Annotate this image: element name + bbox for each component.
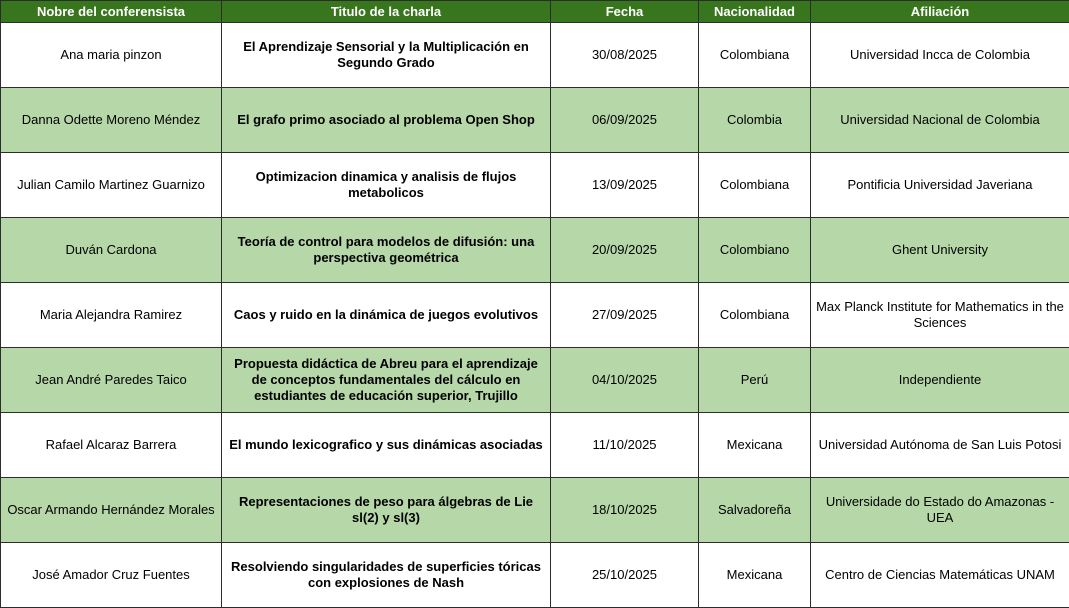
cell-nationality[interactable]: Colombiano [699,218,811,283]
cell-talk-title[interactable]: Caos y ruido en la dinámica de juegos evolutivos [222,283,551,348]
cell-speaker[interactable]: Rafael Alcaraz Barrera [1,413,222,478]
cell-talk-title[interactable]: Propuesta didáctica de Abreu para el aprendizaje de conceptos fundamentales del cálculo en estudiantes de educación superior, Trujillo [222,348,551,413]
cell-date[interactable]: 18/10/2025 [551,478,699,543]
cell-speaker[interactable]: Duván Cardona [1,218,222,283]
cell-affiliation[interactable]: Universidad Incca de Colombia [811,23,1069,88]
cell-date[interactable]: 11/10/2025 [551,413,699,478]
cell-talk-title[interactable]: El mundo lexicografico y sus dinámicas asociadas [222,413,551,478]
cell-affiliation[interactable]: Ghent University [811,218,1069,283]
table-row [1,88,1069,153]
cell-affiliation[interactable]: Independiente [811,348,1069,413]
cell-speaker[interactable]: Danna Odette Moreno Méndez [1,88,222,153]
cell-talk-title[interactable]: Teoría de control para modelos de difusión: una perspectiva geométrica [222,218,551,283]
cell-affiliation[interactable]: Universidade do Estado do Amazonas - UEA [811,478,1069,543]
cell-affiliation[interactable]: Max Planck Institute for Mathematics in the Sciences [811,283,1069,348]
cell-date[interactable]: 25/10/2025 [551,543,699,608]
table-row [1,23,1069,88]
header-date[interactable]: Fecha [551,1,699,23]
table-row [1,478,1069,543]
cell-speaker[interactable]: Maria Alejandra Ramirez [1,283,222,348]
cell-nationality[interactable]: Salvadoreña [699,478,811,543]
table-row [1,543,1069,608]
cell-date[interactable]: 06/09/2025 [551,88,699,153]
cell-date[interactable]: 13/09/2025 [551,153,699,218]
header-nationality[interactable]: Nacionalidad [699,1,811,23]
cell-nationality[interactable]: Colombiana [699,283,811,348]
cell-nationality[interactable]: Colombiana [699,153,811,218]
header-speaker[interactable]: Nobre del conferensista [1,1,222,23]
cell-affiliation[interactable]: Universidad Nacional de Colombia [811,88,1069,153]
cell-speaker[interactable]: Oscar Armando Hernández Morales [1,478,222,543]
cell-date[interactable]: 04/10/2025 [551,348,699,413]
cell-speaker[interactable]: José Amador Cruz Fuentes [1,543,222,608]
header-affiliation[interactable]: Afiliación [811,1,1069,23]
header-row [1,1,1069,23]
cell-talk-title[interactable]: El grafo primo asociado al problema Open Shop [222,88,551,153]
cell-date[interactable]: 27/09/2025 [551,283,699,348]
cell-date[interactable]: 30/08/2025 [551,23,699,88]
table-row [1,218,1069,283]
cell-nationality[interactable]: Mexicana [699,543,811,608]
table-body [1,23,1069,608]
cell-nationality[interactable]: Mexicana [699,413,811,478]
cell-date[interactable]: 20/09/2025 [551,218,699,283]
table-row [1,348,1069,413]
cell-speaker[interactable]: Ana maria pinzon [1,23,222,88]
cell-affiliation[interactable]: Universidad Autónoma de San Luis Potosi [811,413,1069,478]
cell-talk-title[interactable]: El Aprendizaje Sensorial y la Multiplicación en Segundo Grado [222,23,551,88]
cell-affiliation[interactable]: Centro de Ciencias Matemáticas UNAM [811,543,1069,608]
cell-affiliation[interactable]: Pontificia Universidad Javeriana [811,153,1069,218]
cell-talk-title[interactable]: Representaciones de peso para álgebras de Lie sl(2) y sl(3) [222,478,551,543]
table-row [1,413,1069,478]
cell-talk-title[interactable]: Optimizacion dinamica y analisis de flujos metabolicos [222,153,551,218]
cell-speaker[interactable]: Julian Camilo Martinez Guarnizo [1,153,222,218]
table-row [1,153,1069,218]
cell-talk-title[interactable]: Resolviendo singularidades de superficies tóricas con explosiones de Nash [222,543,551,608]
cell-nationality[interactable]: Colombia [699,88,811,153]
header-talk-title[interactable]: Titulo de la charla [222,1,551,23]
table-row [1,283,1069,348]
cell-nationality[interactable]: Colombiana [699,23,811,88]
table-header [1,1,1069,23]
cell-nationality[interactable]: Perú [699,348,811,413]
cell-speaker[interactable]: Jean André Paredes Taico [1,348,222,413]
